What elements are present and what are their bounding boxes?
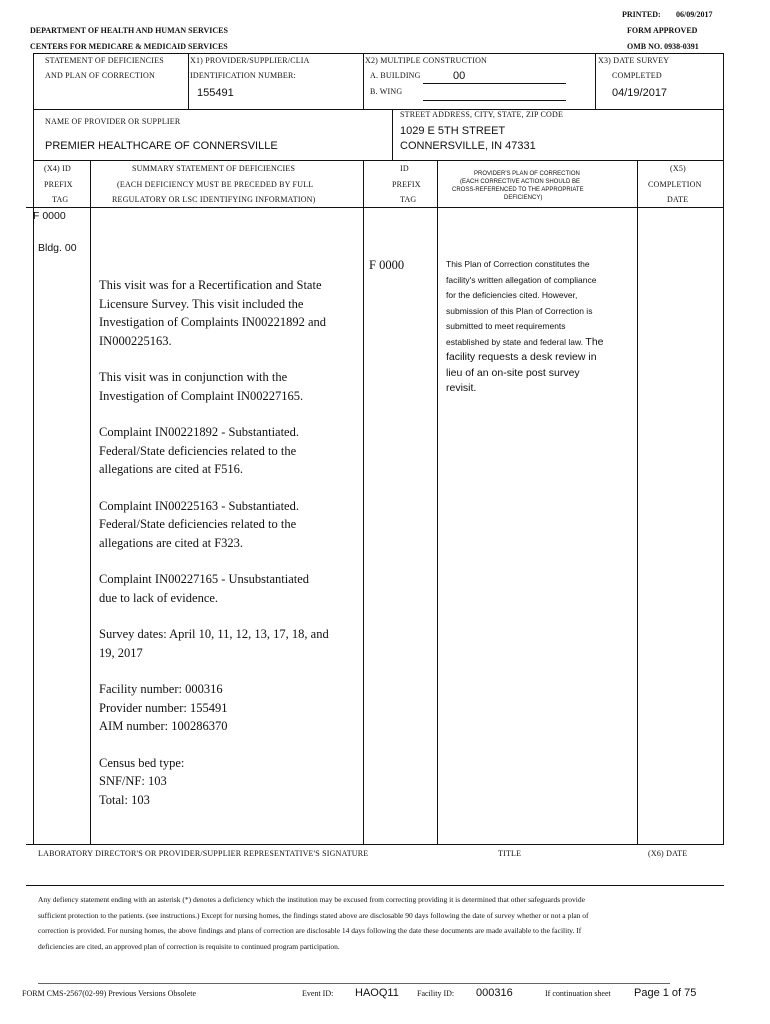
identification-number-label: IDENTIFICATION NUMBER: [190, 71, 296, 80]
grid-line [33, 53, 724, 54]
signature-label: LABORATORY DIRECTOR'S OR PROVIDER/SUPPLIER REPRESENTATIVE'S SIGNATURE [38, 849, 369, 858]
plan-header-3: CROSS-REFERENCED TO THE APPROPRIATE [452, 187, 584, 193]
grid-line [188, 53, 189, 110]
summary-header-2: (EACH DEFICIENCY MUST BE PRECEDED BY FULL [117, 180, 314, 189]
department-line: DEPARTMENT OF HEALTH AND HUMAN SERVICES [30, 26, 228, 35]
grid-line [26, 885, 724, 886]
grid-line [595, 53, 596, 110]
building-value: 00 [453, 70, 466, 82]
printed-label: PRINTED: [622, 10, 661, 19]
grid-line [26, 844, 724, 845]
city-state-zip: CONNERSVILLE, IN 47331 [400, 140, 536, 152]
grid-line [723, 109, 724, 161]
summary-paragraph: This visit was for a Recertification and State Licensure Survey. This visit included the Investigation of Complaints IN00221892 and IN000225163. [99, 278, 327, 348]
grid-line [392, 109, 393, 161]
aim-number: AIM number: 100286370 [99, 719, 228, 733]
form-approved: FORM APPROVED [627, 26, 698, 35]
page-number: Page 1 of 75 [634, 987, 697, 999]
grid-line [33, 109, 34, 161]
right-tag: F 0000 [369, 258, 405, 272]
summary-paragraph: Survey dates: April 10, 11, 12, 13, 17, 18, and 19, 2017 [99, 627, 329, 660]
grid-line [363, 53, 364, 110]
grid-line [33, 109, 724, 110]
plan-header-2: (EACH CORRECTIVE ACTION SHOULD BE [460, 179, 581, 185]
summary-statement [99, 276, 329, 809]
provider-number: Provider number: 155491 [99, 700, 228, 715]
summary-header-3: REGULATORY OR LSC IDENTIFYING INFORMATION) [112, 195, 316, 204]
grid-line [363, 160, 364, 845]
snf-nf-count: SNF/NF: 103 [99, 774, 167, 788]
footnote: Any defiency statement ending with an asterisk (*) denotes a deficiency which the institution may be excused from correcting providing it is determined that other safeguards provide sufficient protection to the patients. (see instructions.) Except for nursing homes, the findings stated above are disclosable 90 days following the date of survey whether or not a plan of correction is provided. For nursing homes, the above findings and plans of correction are disclosable 14 days following the date these documents are made available to the facility. If deficiencies are cited, an approved plan of correction is requisite to continued program participation. [38, 895, 589, 951]
summary-header-1: SUMMARY STATEMENT OF DEFICIENCIES [132, 164, 296, 173]
id-label: ID [400, 164, 409, 173]
grid-line [637, 160, 638, 845]
grid-line [723, 160, 724, 845]
completion-label: COMPLETION [648, 180, 702, 189]
tag-label: TAG [400, 195, 417, 204]
continuation-label: If continuation sheet [545, 989, 611, 998]
statement-label: STATEMENT OF DEFICIENCIES [45, 56, 164, 65]
facility-number: Facility number: 000316 [99, 682, 223, 696]
address-label: STREET ADDRESS, CITY, STATE, ZIP CODE [400, 110, 564, 119]
plan-of-correction [446, 257, 604, 397]
plan-text-small: This Plan of Correction constitutes the facility's written allegation of compliance for the deficiencies cited. However, submission of this Plan of Correction is submitted to meet requirements established by state and federal law. [446, 259, 597, 347]
survey-date-value: 04/19/2017 [612, 87, 668, 99]
printed-date: 06/09/2017 [676, 10, 713, 19]
event-id-label: Event ID: [302, 989, 334, 998]
plan-text-large: The facility requests a desk review in lieu of an on-site post survey revisit. [446, 335, 604, 394]
date-survey-label: X3) DATE SURVEY [598, 56, 670, 65]
summary-paragraph: This visit was in conjunction with the Investigation of Complaint IN00227165. [99, 370, 304, 403]
x4-id-label: (X4) ID [44, 164, 71, 173]
plan-header-4: DEFICIENCY) [504, 195, 543, 201]
provider-id-value: 155491 [197, 87, 234, 99]
facility-id-value: 000316 [476, 987, 513, 999]
plan-header-1: PROVIDER'S PLAN OF CORRECTION [474, 171, 580, 177]
grid-line [90, 160, 91, 845]
wing-underline [423, 100, 566, 101]
x4-prefix-label: PREFIX [44, 180, 73, 189]
omb-number: OMB NO. 0938-0391 [627, 42, 699, 51]
summary-paragraph: Complaint IN00221892 - Substantiated. Federal/State deficiencies related to the allegations are cited at F516. [99, 425, 299, 476]
grid-line [437, 160, 438, 845]
left-tag: F 0000 [33, 210, 66, 222]
form-number: FORM CMS-2567(02-99) Previous Versions Obsolete [22, 989, 197, 998]
x4-tag-label: TAG [52, 195, 69, 204]
building-label: A. BUILDING [370, 71, 421, 80]
summary-paragraph: Complaint IN00225163 - Substantiated. Federal/State deficiencies related to the allegations are cited at F323. [99, 498, 299, 550]
building-underline [423, 83, 566, 84]
x6-date-label: (X6) DATE [648, 849, 688, 858]
date-label: DATE [667, 195, 689, 204]
grid-line [33, 53, 34, 110]
provider-id-label: X1) PROVIDER/SUPPLIER/CLIA [190, 56, 310, 65]
census-bed-type: Census bed type: [99, 755, 185, 770]
wing-label: B. WING [370, 87, 403, 96]
x5-label: (X5) [670, 164, 686, 173]
multiple-construction-label: X2) MULTIPLE CONSTRUCTION [365, 56, 488, 65]
provider-name-label: NAME OF PROVIDER OR SUPPLIER [45, 117, 181, 126]
grid-line [33, 160, 34, 845]
cms-line: CENTERS FOR MEDICARE & MEDICAID SERVICES [30, 42, 228, 51]
prefix-label: PREFIX [392, 180, 421, 189]
provider-name: PREMIER HEALTHCARE OF CONNERSVILLE [45, 140, 278, 152]
footnote-rule [38, 983, 670, 984]
summary-paragraph: Complaint IN00227165 - Unsubstantiated due to lack of evidence. [99, 572, 310, 605]
plan-of-correction-label: AND PLAN OF CORRECTION [45, 71, 155, 80]
facility-id-label: Facility ID: [417, 989, 455, 998]
grid-line [26, 207, 724, 208]
building-tag: Bldg. 00 [38, 242, 77, 254]
total-count: Total: 103 [99, 792, 150, 807]
completed-label: COMPLETED [612, 71, 662, 80]
title-label: TITLE [498, 849, 522, 858]
grid-line [33, 160, 724, 161]
grid-line [723, 53, 724, 110]
event-id-value: HAOQ11 [355, 987, 399, 999]
street-address: 1029 E 5TH STREET [400, 125, 506, 137]
